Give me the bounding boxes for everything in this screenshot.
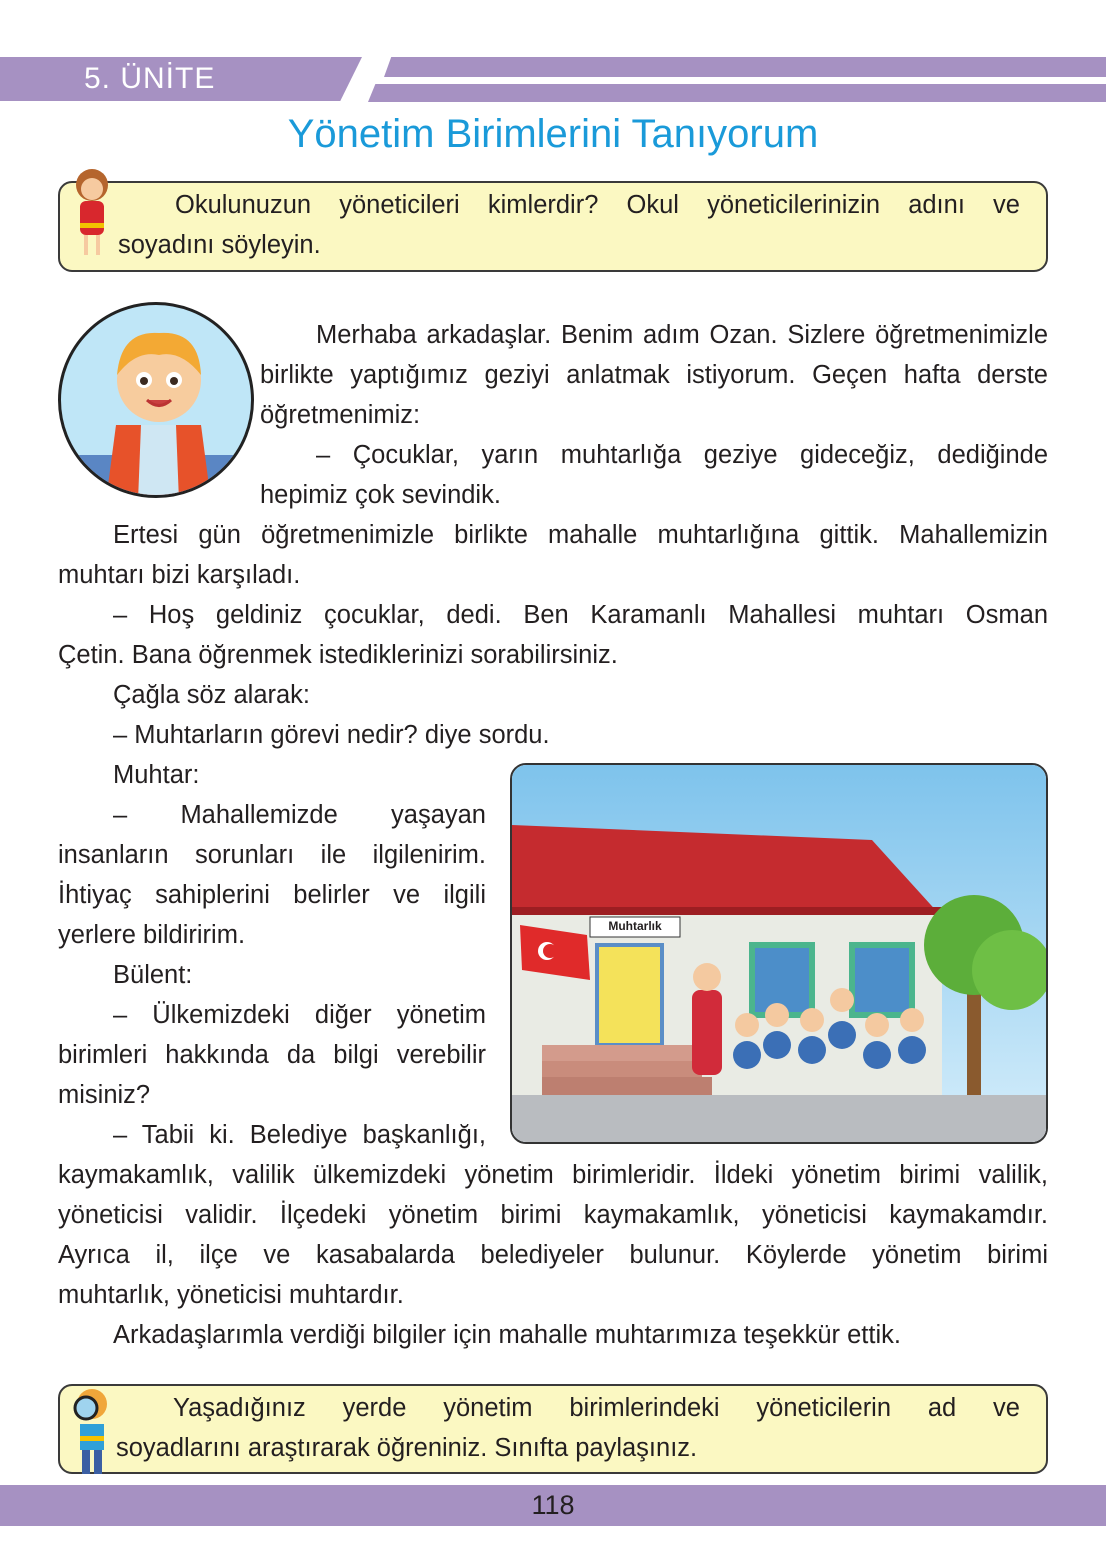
muhtarlik-sign: Muhtarlık [608,919,662,933]
body-line: İhtiyaç sahiplerini belirler ve ilgili [58,881,486,909]
body-line: – Mahallemizde yaşayan [113,801,486,829]
body-line: Bülent: [113,961,193,989]
body-line: birimleri hakkında da bilgi verebilir [58,1041,486,1069]
body-line: misiniz? [58,1081,151,1109]
body-line: yerlere bildiririm. [58,921,246,949]
callout-line: soyadlarını araştırarak öğreniniz. Sınıfta paylaşınız. [116,1434,698,1462]
callout-line: Yaşadığınız yerde yönetim birimlerindeki yöneticilerin ad ve [173,1394,1020,1422]
unit-label: 5. ÜNİTE [84,62,216,95]
body-line: hepimiz çok sevindik. [260,481,501,509]
body-line: Çağla söz alarak: [113,681,311,709]
body-line: muhtarlık, yöneticisi muhtardır. [58,1281,404,1309]
body-line: – Tabii ki. Belediye başkanlığı, [113,1121,486,1149]
body-line: Ayrıca il, ilçe ve kasabalarda belediyeler bulunur. Köylerde yönetim birimi [58,1241,1048,1269]
body-line: birlikte yaptığımız geziyi anlatmak istiyorum. Geçen hafta derste [260,361,1048,389]
body-line: yöneticisi validir. İlçedeki yönetim birimi kaymakamlık, yöneticisi kaymakamdır. [58,1201,1048,1229]
body-line: – Hoş geldiniz çocuklar, dedi. Ben Karamanlı Mahallesi muhtarı Osman [113,601,1048,629]
body-line: öğretmenimiz: [260,401,421,429]
body-line: Ertesi gün öğretmenimizle birlikte mahalle muhtarlığına gittik. Mahallemizin [113,521,1048,549]
boy-magnifier-icon [66,1384,116,1476]
body-line: Merhaba arkadaşlar. Benim adım Ozan. Sizlere öğretmenimizle [316,321,1048,349]
body-line: Muhtar: [113,761,200,789]
muhtarlik-building-scene [512,765,1048,1144]
muhtarlik-illustration [510,763,1048,1144]
body-line: Arkadaşlarımla verdiği bilgiler için mahalle muhtarımıza teşekkür ettik. [113,1321,901,1349]
girl-thinking-icon [64,163,120,263]
boy-avatar-icon [61,305,254,498]
body-line: – Çocuklar, yarın muhtarlığa geziye gideceğiz, dediğinde [316,441,1048,469]
page-title: Yönetim Birimlerini Tanıyorum [287,112,819,156]
body-line: Çetin. Bana öğrenmek istediklerinizi sorabilirsiniz. [58,641,618,669]
body-line: insanların sorunları ile ilgilenirim. [58,841,486,869]
body-line: – Muhtarların görevi nedir? diye sordu. [113,721,550,749]
body-line: muhtarı bizi karşıladı. [58,561,301,589]
header-stripe [368,84,1106,102]
callout-line: soyadını söyleyin. [118,231,321,259]
body-line: – Ülkemizdeki diğer yönetim [113,1001,486,1029]
body-line: kaymakamlık, valilik ülkemizdeki yönetim birimleridir. İldeki yönetim birimi valilik, [58,1161,1048,1189]
header-stripe [384,57,1106,77]
callout-line: Okulunuzun yöneticileri kimlerdir? Okul yöneticilerinizin adını ve [175,191,1020,219]
avatar-ozan [58,302,254,498]
page-number: 118 [0,1485,1106,1526]
